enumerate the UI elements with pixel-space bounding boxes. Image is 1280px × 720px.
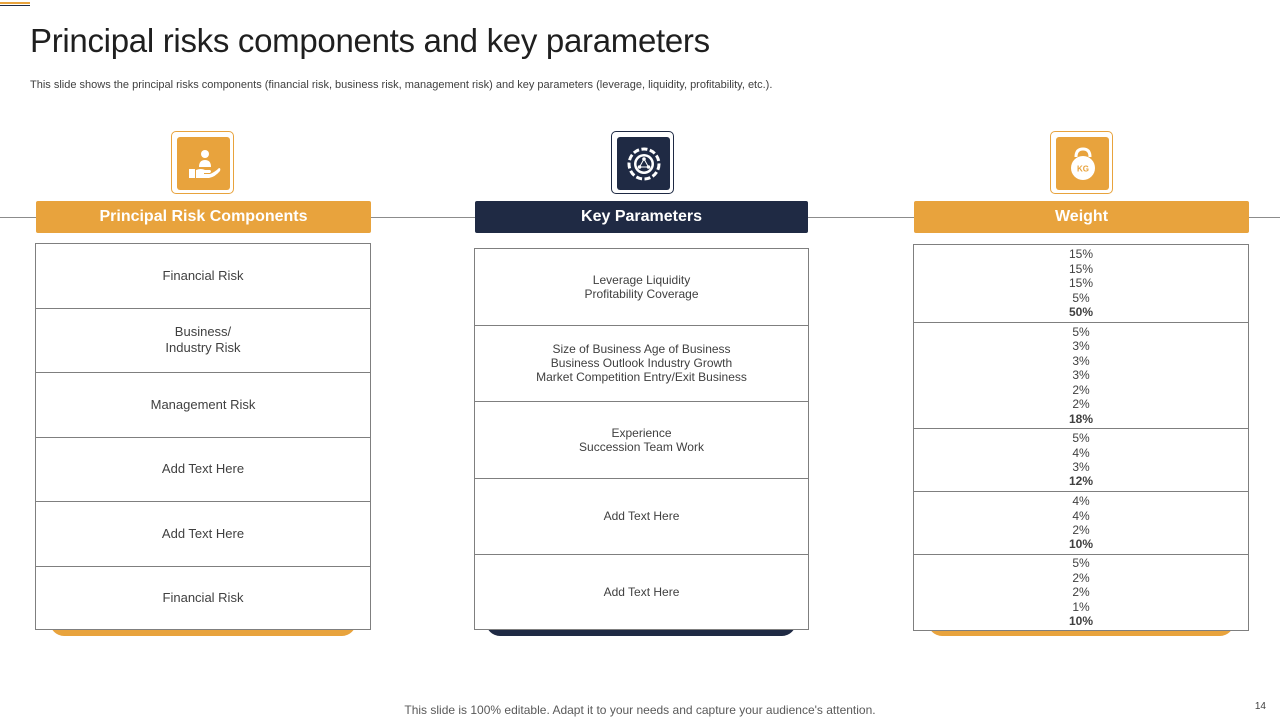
slide-footer: This slide is 100% editable. Adapt it to your needs and capture your audience's attention. bbox=[404, 703, 876, 717]
weight-group: 15% 15% 15% 5% 50% bbox=[914, 245, 1248, 323]
table-cell: Add Text Here bbox=[36, 502, 370, 567]
corner-accent bbox=[0, 0, 30, 8]
table-cell: Experience Succession Team Work bbox=[475, 402, 808, 479]
key-parameters-header: Key Parameters bbox=[475, 201, 808, 233]
weight-header: Weight bbox=[914, 201, 1249, 233]
table-cell: Leverage Liquidity Profitability Coverage bbox=[475, 249, 808, 326]
weight-group: 5% 2% 2% 1% 10% bbox=[1068, 556, 1094, 629]
hand-holding-person-icon bbox=[185, 145, 223, 183]
kettlebell-kg-icon bbox=[1065, 145, 1101, 183]
weight-total: 10% bbox=[1068, 537, 1094, 552]
weight-total: 10% bbox=[1068, 614, 1094, 629]
table-cell: Add Text Here bbox=[36, 438, 370, 503]
slide-title: Principal risks components and key parameters bbox=[30, 22, 710, 59]
weight-table bbox=[913, 244, 1249, 631]
weight-group: 4% 4% 2% 10% bbox=[914, 492, 1248, 555]
key-parameters-table bbox=[474, 248, 809, 630]
weight-group: 5% 3% 3% 3% 2% 2% 18% bbox=[914, 323, 1248, 429]
table-cell: Financial Risk bbox=[36, 244, 370, 309]
weight-total: 50% bbox=[1068, 305, 1094, 320]
table-cell: Add Text Here bbox=[475, 479, 808, 556]
connector-line-mid-right bbox=[808, 217, 914, 218]
table-cell: Financial Risk bbox=[162, 589, 244, 605]
principal-risk-icon-box bbox=[171, 131, 234, 194]
principal-risk-header: Principal Risk Components bbox=[36, 201, 371, 233]
slide-subtitle: This slide shows the principal risks components (financial risk, business risk, management risk) and key parameters (leverage, liquidity, profitability, etc.). bbox=[30, 79, 773, 91]
table-cell: Management Risk bbox=[36, 373, 370, 438]
weight-group: 5% 4% 3% 12% bbox=[914, 429, 1248, 492]
connector-line-left bbox=[0, 217, 36, 218]
key-parameters-icon-box bbox=[611, 131, 674, 194]
connector-line-right bbox=[1249, 217, 1280, 218]
principal-risk-table bbox=[35, 243, 371, 630]
table-cell: Business/ Industry Risk bbox=[36, 309, 370, 374]
weight-icon-box bbox=[1050, 131, 1113, 194]
gear-network-icon bbox=[624, 144, 664, 184]
connector-line-mid-left bbox=[371, 217, 475, 218]
table-cell: Size of Business Age of Business Business Outlook Industry Growth Market Competition Entry/Exit Business bbox=[475, 326, 808, 403]
svg-text:KG: KG bbox=[1076, 164, 1089, 173]
weight-total: 18% bbox=[1068, 411, 1094, 426]
page-number: 14 bbox=[1254, 701, 1266, 712]
weight-total: 12% bbox=[1068, 474, 1094, 489]
table-cell: Add Text Here bbox=[603, 585, 680, 599]
